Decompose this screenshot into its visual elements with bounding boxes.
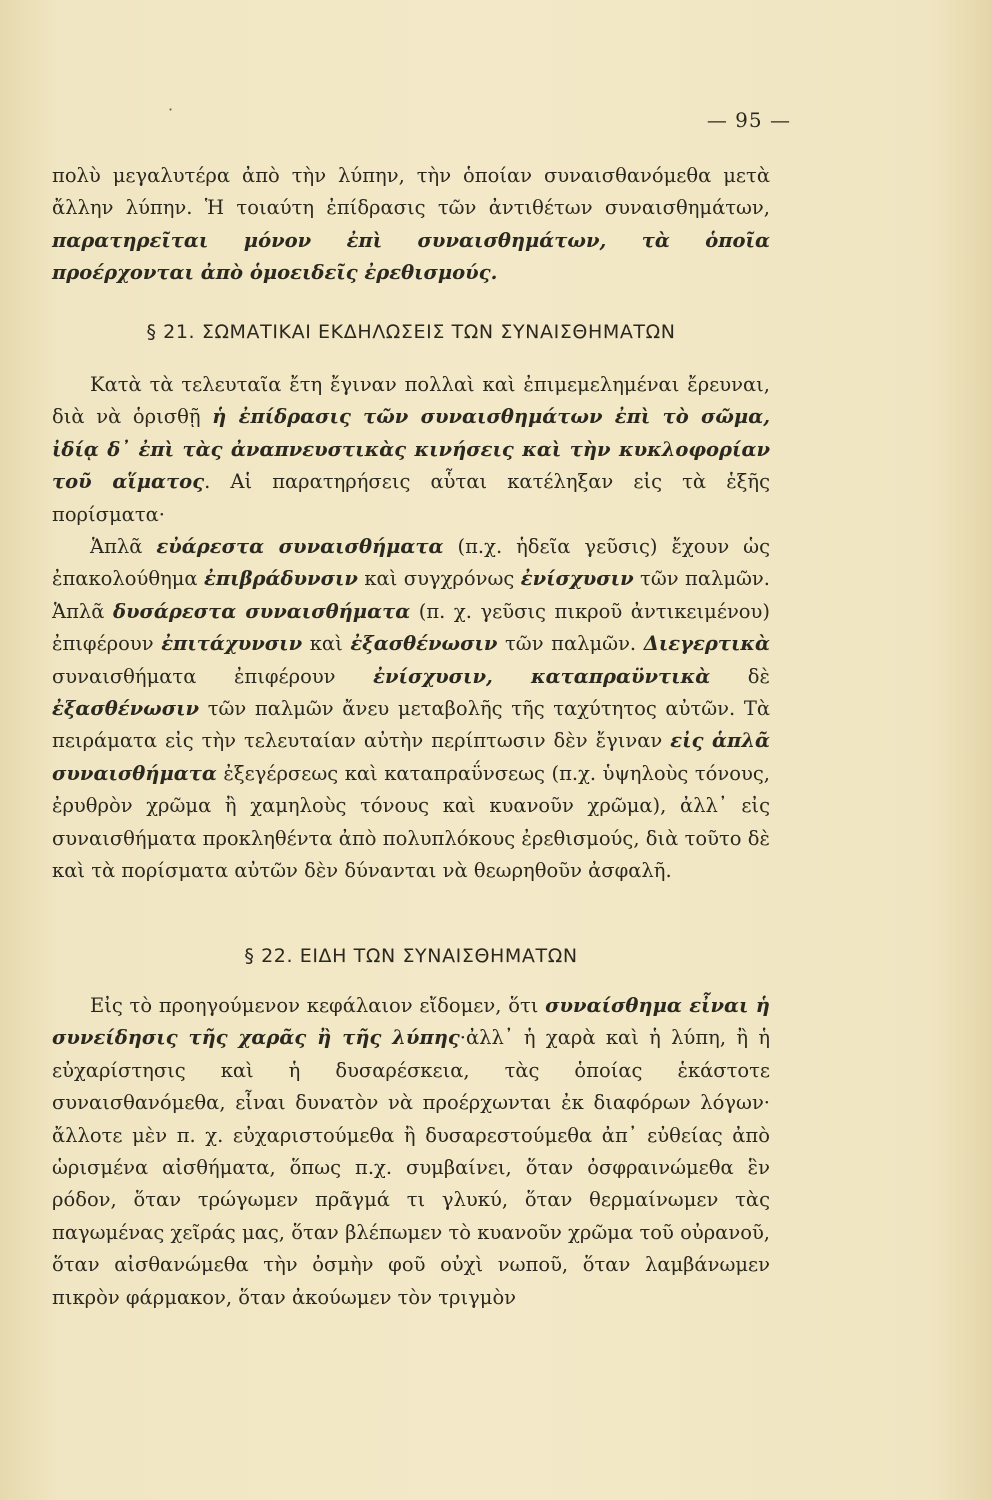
s21-p1-text-2: . Αἱ παρατηρήσεις αὗται κατέληξαν εἰς τὰ ἑξῆς πορίσματα·: [52, 470, 771, 526]
intro-text: πολὺ μεγαλυτέρα ἀπὸ τὴν λύπην, τὴν ὁποίαν συναισθανόμεθα μετὰ ἄλλην λύπην. Ἡ τοιαύτη ἐπίδρασις τῶν ἀντιθέτων συναισθημάτων,: [52, 164, 770, 220]
s21-p2-text-11: ἐξεγέρσεως καὶ καταπραΰνσεως (π.χ. ὑψηλοὺς τόνους, ἐρυθρὸν χρῶμα ἢ χαμηλοὺς τόνους καὶ κυανοῦν χρῶμα), ἀλλ᾽ εἰς συναισθήματα προκληθέντα ἀπὸ πολυπλόκους ἐρεθισμούς, διὰ τοῦτο δὲ καὶ τὰ πορίσματα αὐτῶν δὲν δύνανται νὰ θεωρηθοῦν ἀσφαλῆ.: [52, 761, 770, 883]
s21-p2-emphasis-7: Διεγερτικὰ: [643, 632, 771, 656]
s21-p2-text-2: (π.χ. ἡδεῖα γεῦσις) ἔχουν ὡς ἐπακολούθημα: [52, 535, 770, 591]
s21-p2-text-10: τῶν παλμῶν ἄνευ μεταβολῆς τῆς ταχύτητος αὐτῶν. Τὰ πειράματα εἰς τὴν τελευταίαν αὐτὴν περίπτωσιν δὲν ἔγιναν: [52, 697, 770, 753]
s21-p2-emphasis-2: ἐπιβράδυνσιν: [204, 567, 358, 591]
s21-p2-emphasis-10: εἰς ἁπλᾶ συναισθήματα: [52, 729, 770, 785]
s21-p2-text-7: τῶν παλμῶν.: [497, 632, 644, 656]
s21-p2-text-4: τῶν παλμῶν. Ἁπλᾶ: [52, 567, 770, 623]
section-22-heading: § 22. ΕΙΔΗ ΤΩΝ ΣΥΝΑΙΣΘΗΜΑΤΩΝ: [244, 945, 578, 967]
s21-p2-text-9: δὲ: [710, 664, 771, 688]
s21-p1-text-1: Κατὰ τὰ τελευταῖα ἔτη ἔγιναν πολλαὶ καὶ ἐπιμεμελημέναι ἔρευναι, διὰ νὰ ὁρισθῇ: [52, 373, 770, 429]
s21-p2-emphasis-1: εὐάρεστα συναισθήματα: [156, 535, 444, 559]
s21-p2-emphasis-3: ἐνίσχυσιν: [520, 567, 634, 591]
s21-p2-text-6: καὶ: [302, 632, 351, 656]
section-21-body: [52, 369, 770, 888]
s21-p2-emphasis-9: ἐξασθένωσιν: [52, 697, 200, 721]
s21-p2-text-3: καὶ συγχρόνως: [357, 567, 521, 591]
section-21-paragraph-2: [52, 531, 770, 887]
s22-p1-text-1: Εἰς τὸ προηγούμενον κεφάλαιον εἴδομεν, ὅτι: [90, 994, 546, 1017]
s21-p2-text-5: (π. χ. γεῦσις πικροῦ ἀντικειμένου) ἐπιφέρουν: [52, 599, 770, 656]
intro-emphasis: παρατηρεῖται μόνον ἐπὶ συναισθημάτων, τὰ ὁποῖα προέρχονται ἀπὸ ὁμοειδεῖς ἐρεθισμούς.: [52, 228, 770, 285]
s21-p2-emphasis-6: ἐξασθένωσιν: [350, 632, 498, 656]
s22-p1-text-2: ·ἀλλ᾽ ἡ χαρὰ καὶ ἡ λύπη, ἢ ἡ εὐχαρίστησις καὶ ἡ δυσαρέσκεια, τὰς ὁποίας ἑκάστοτε συναισθανόμεθα, εἶναι δυνατὸν νὰ προέρχωνται ἐκ διαφόρων λόγων· ἄλλοτε μὲν π. χ. εὐχαριστούμεθα ἢ δυσαρεστούμεθα ἀπ᾽ εὐθείας ἀπὸ ὡρισμένα αἰσθήματα, ὅπως π.χ. συμβαίνει, ὅταν ὀσφραινώμεθα ἓν ρόδον, ὅταν τρώγωμεν πρᾶγμά τι γλυκύ, ὅταν θερμαίνωμεν τὰς παγωμένας χεῖράς μας, ὅταν βλέπωμεν τὸ κυανοῦν χρῶμα τοῦ οὐρανοῦ, ὅταν αἰσθανώμεθα τὴν ὀσμὴν φοῦ οὐχὶ νωποῦ, ὅταν λαμβάνωμεν πικρὸν φάρμακον, ὅταν ἀκούωμεν τὸν τριγμὸν: [52, 1026, 771, 1309]
section-22-paragraph-1: [52, 990, 770, 1314]
intro-paragraph: [52, 160, 770, 290]
section-22-body: [52, 990, 770, 1314]
margin-mark: ·: [168, 100, 174, 119]
page-number-text: — 95 —: [706, 108, 791, 132]
s21-p2-emphasis-4: δυσάρεστα συναισθήματα: [112, 599, 411, 623]
page-number: [0, 108, 791, 132]
s21-p1-emphasis-1: ἡ ἐπίδρασις τῶν συναισθημάτων ἐπὶ τὸ σῶμα, ἰδίᾳ δ᾽ ἐπὶ τὰς ἀναπνευστικὰς κινήσεις καὶ τὴν κυκλοφορίαν τοῦ αἵματος: [52, 405, 770, 494]
s21-p2-text-8: συναισθήματα ἐπιφέρουν: [52, 664, 374, 688]
section-21-heading: § 21. ΣΩΜΑΤΙΚΑΙ ΕΚΔΗΛΩΣΕΙΣ ΤΩΝ ΣΥΝΑΙΣΘΗΜΑΤΩΝ: [146, 321, 676, 343]
s21-p2-text-1: Ἁπλᾶ: [90, 535, 157, 559]
s22-p1-emphasis-1: συναίσθημα εἶναι ἡ συνείδησις τῆς χαρᾶς ἢ τῆς λύπης: [52, 994, 770, 1050]
s21-p2-emphasis-5: ἐπιτάχυνσιν: [161, 632, 303, 656]
section-21-paragraph-1: [52, 369, 770, 531]
s21-p2-emphasis-8: ἐνίσχυσιν, καταπραϋντικὰ: [373, 664, 711, 688]
